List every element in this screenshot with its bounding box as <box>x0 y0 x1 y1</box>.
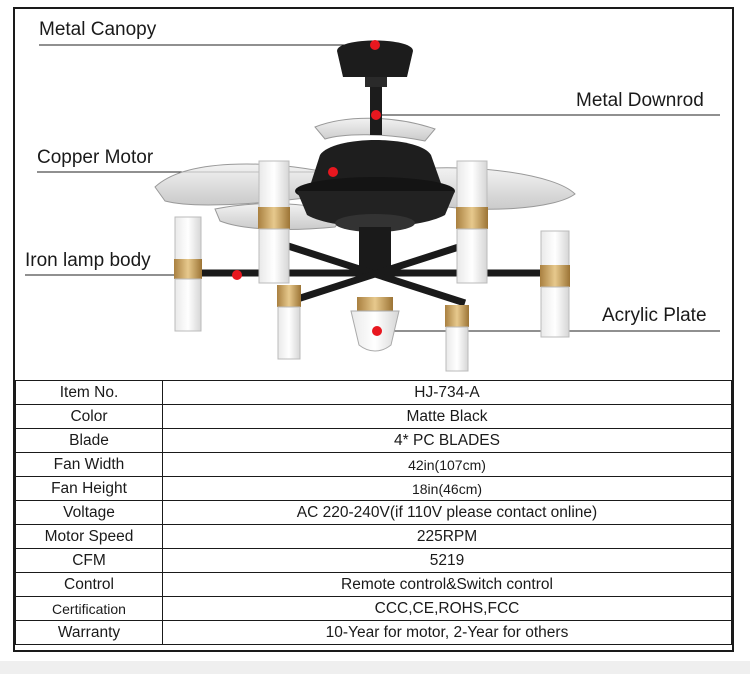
spec-key: Control <box>16 573 163 597</box>
table-row <box>16 477 732 501</box>
spec-value: 5219 <box>163 549 732 573</box>
table-row <box>16 429 732 453</box>
spec-key: Color <box>16 405 163 429</box>
table-row <box>16 621 732 645</box>
spec-value: 18in(46cm) <box>163 477 732 501</box>
table-row <box>16 381 732 405</box>
spec-value: Remote control&Switch control <box>163 573 732 597</box>
table-row <box>16 597 732 621</box>
bottom-strip <box>0 661 750 674</box>
spec-key: Warranty <box>16 621 163 645</box>
spec-value: 42in(107cm) <box>163 453 732 477</box>
spec-value: AC 220-240V(if 110V please contact online) <box>163 501 732 525</box>
spec-value: CCC,CE,ROHS,FCC <box>163 597 732 621</box>
callout-acrylic-plate: Acrylic Plate <box>602 305 707 326</box>
callout-copper-motor: Copper Motor <box>37 147 154 168</box>
spec-key: CFM <box>16 549 163 573</box>
table-row <box>16 501 732 525</box>
spec-key: Fan Height <box>16 477 163 501</box>
table-row <box>16 549 732 573</box>
spec-key: Blade <box>16 429 163 453</box>
spec-key: Motor Speed <box>16 525 163 549</box>
callout-iron-lamp-body: Iron lamp body <box>25 250 151 271</box>
table-row <box>16 573 732 597</box>
table-row <box>16 525 732 549</box>
spec-value: 10-Year for motor, 2-Year for others <box>163 621 732 645</box>
callout-metal-downrod: Metal Downrod <box>576 90 704 111</box>
spec-value: HJ-734-A <box>163 381 732 405</box>
spec-value: 225RPM <box>163 525 732 549</box>
spec-value: 4* PC BLADES <box>163 429 732 453</box>
spec-key: Fan Width <box>16 453 163 477</box>
product-sheet <box>13 7 734 652</box>
callout-metal-canopy: Metal Canopy <box>39 19 157 40</box>
spec-key: Item No. <box>16 381 163 405</box>
table-row <box>16 453 732 477</box>
spec-table <box>15 380 732 645</box>
spec-value: Matte Black <box>163 405 732 429</box>
spec-key: Voltage <box>16 501 163 525</box>
spec-key: Certification <box>16 597 163 621</box>
table-row <box>16 405 732 429</box>
